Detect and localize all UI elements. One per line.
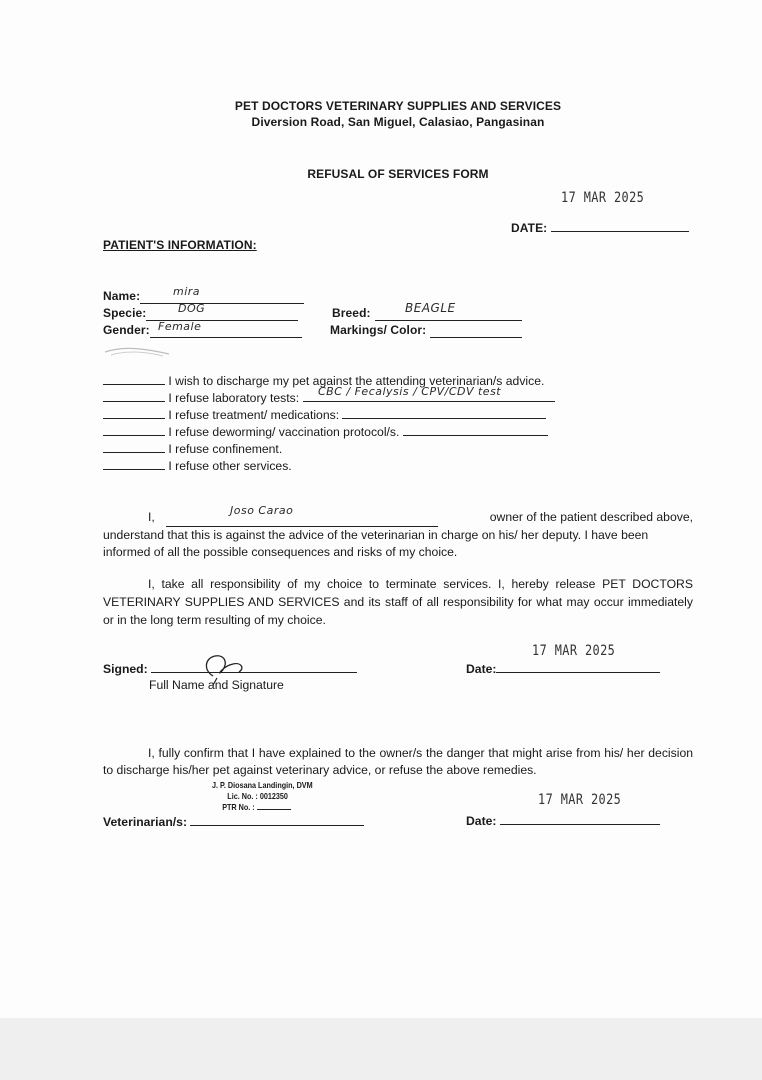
responsibility-paragraph: I, take all responsibility of my choice to terminate services. I, hereby release PET DOCTORS VETERINARY SUPPLIES AND SERVICES and its staff of all responsibility for what may occur immediately or in the long term resulting of my choice.: [103, 577, 693, 627]
date-line-signed: [496, 672, 660, 673]
markings-line: [430, 323, 522, 338]
specie-field: Specie:: [103, 306, 298, 321]
signature-line: [151, 672, 357, 673]
date-stamp-top: 17 MAR 2025: [561, 190, 645, 206]
vet-stamp-ptr: PTR No. :: [212, 802, 313, 813]
refusal-item-confinement: I refuse confinement.: [103, 442, 282, 456]
full-name-label: Full Name and Signature: [149, 678, 284, 692]
date-stamp-vet: 17 MAR 2025: [538, 792, 622, 808]
confirmation-paragraph: I, fully confirm that I have explained to the owner/s the danger that might arise from his/ her decision to discharge his/her pet against veterinary advice, or refuse the above remedies.: [103, 746, 693, 777]
refusal-blank: [103, 384, 165, 385]
owner-suffix: owner of the patient described above,: [489, 510, 693, 524]
patient-section-heading: PATIENT'S INFORMATION:: [103, 238, 257, 252]
clinic-name: PET DOCTORS VETERINARY SUPPLIES AND SERVICES: [234, 99, 562, 113]
owner-statement-line3: informed of all the possible consequences and risks of my choice.: [103, 545, 458, 559]
refusal-blank: [103, 401, 165, 402]
vet-line: [190, 825, 364, 826]
date-line-vet: [500, 824, 660, 825]
signed-field: Signed:: [103, 662, 357, 676]
vet-stamp: [212, 780, 313, 813]
specie-line: [146, 306, 298, 321]
name-field: Name:: [103, 289, 304, 304]
laboratory-handwritten: CBC / Fecalysis / CPV/CDV test: [318, 385, 502, 398]
refusal-item-deworming: I refuse deworming/ vaccination protocol/s.: [103, 425, 548, 439]
owner-statement: [103, 509, 693, 561]
laboratory-line: [303, 401, 555, 402]
refusal-item-other: I refuse other services.: [103, 459, 292, 473]
name-value: mira: [173, 285, 201, 298]
scan-edge: [0, 1018, 762, 1080]
gender-field: Gender:: [103, 323, 302, 338]
markings-field: Markings/ Color:: [330, 323, 522, 338]
date-label-top: DATE:: [511, 221, 689, 235]
refusal-blank: [103, 418, 165, 419]
gender-value: Female: [158, 320, 202, 333]
breed-field: Breed:: [332, 306, 522, 321]
scribble-mark: [103, 344, 173, 358]
date-field-signed: Date:: [466, 662, 660, 676]
date-stamp-signed: 17 MAR 2025: [532, 643, 616, 659]
ptr-line: [257, 809, 291, 810]
date-field-vet: Date:: [466, 814, 660, 828]
vet-stamp-name: J. P. Diosana Landingin, DVM: [212, 780, 313, 790]
refusal-blank: [103, 452, 165, 453]
form-title: REFUSAL OF SERVICES FORM: [307, 167, 489, 181]
refusal-blank: [103, 435, 165, 436]
refusal-blank: [103, 469, 165, 470]
breed-value: BEAGLE: [405, 301, 456, 315]
refusal-item-treatment: I refuse treatment/ medications:: [103, 408, 546, 422]
treatment-line: [342, 418, 546, 419]
owner-prefix: I,: [148, 510, 155, 524]
owner-name-value: Joso Carao: [230, 504, 294, 517]
vet-field: Veterinarian/s:: [103, 815, 364, 829]
clinic-address: Diversion Road, San Miguel, Calasiao, Pangasinan: [251, 115, 545, 129]
refusal-item-discharge: I wish to discharge my pet against the attending veterinarian/s advice.: [103, 374, 544, 388]
owner-statement-line2: understand that this is against the advice of the veterinarian in charge on his/ her deputy. I have been: [103, 528, 649, 542]
vet-stamp-lic: Lic. No. : 0012350: [227, 791, 288, 801]
specie-value: DOG: [178, 302, 206, 315]
owner-name-line: [166, 509, 438, 527]
name-line: [140, 289, 304, 304]
owner-statement-line1: [103, 509, 693, 527]
deworming-line: [403, 435, 548, 436]
date-line-top: [551, 231, 689, 232]
refusal-item-laboratory: I refuse laboratory tests:: [103, 391, 555, 405]
